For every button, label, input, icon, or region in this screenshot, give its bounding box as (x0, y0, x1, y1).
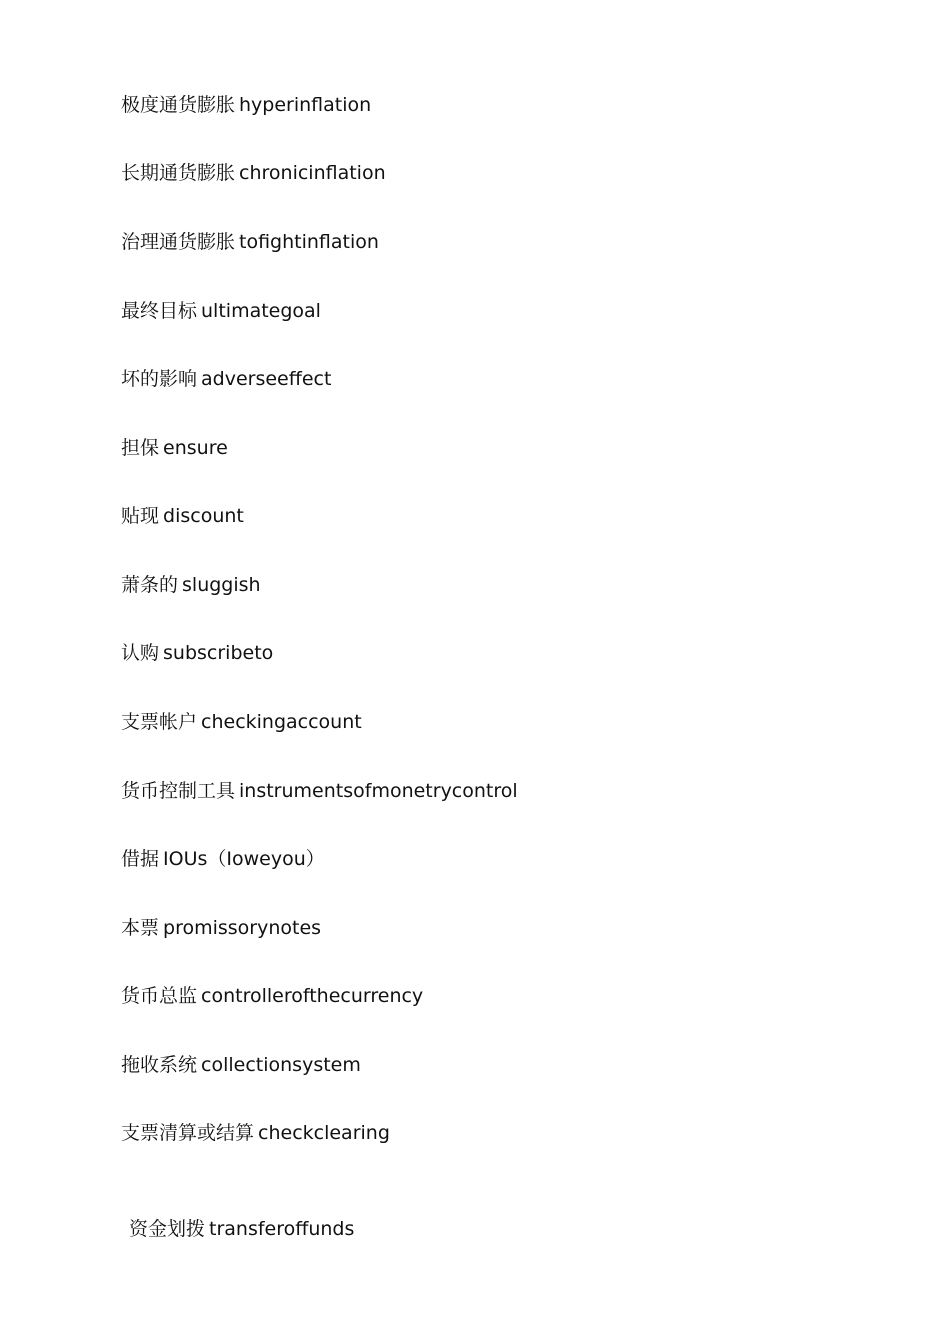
term-chinese: 认购 (121, 642, 160, 664)
glossary-entry (121, 299, 321, 323)
term-chinese: 贴现 (121, 505, 160, 527)
term-chinese: 支票帐户 (121, 711, 198, 733)
term-english: chronicinflation (239, 162, 386, 184)
term-chinese: 拖收系统 (121, 1054, 198, 1076)
term-chinese: 最终目标 (121, 300, 198, 322)
glossary-entry (129, 1217, 354, 1241)
glossary-entry (121, 504, 244, 528)
glossary-entry (121, 779, 518, 803)
term-chinese: 本票 (121, 917, 160, 939)
glossary-entry (121, 710, 362, 734)
term-english: instrumentsofmonetrycontrol (239, 780, 518, 802)
term-english: controllerofthecurrency (201, 985, 424, 1007)
term-chinese: 长期通货膨胀 (121, 162, 236, 184)
term-chinese: 坏的影响 (121, 368, 198, 390)
term-english: checkclearing (258, 1122, 390, 1144)
glossary-entry (121, 230, 379, 254)
term-chinese: 萧条的 (121, 574, 179, 596)
term-chinese: 支票清算或结算 (121, 1122, 255, 1144)
glossary-entry (121, 573, 261, 597)
term-chinese: 借据 (121, 848, 160, 870)
glossary-entry (121, 1121, 390, 1145)
term-english: tofightinflation (239, 231, 379, 253)
term-english: hyperinflation (239, 94, 372, 116)
term-chinese: 担保 (121, 437, 160, 459)
term-chinese: 货币控制工具 (121, 780, 236, 802)
term-english: transferoffunds (209, 1218, 355, 1240)
glossary-entry (121, 1053, 361, 1077)
glossary-entry (121, 984, 423, 1008)
term-english: ultimategoal (201, 300, 321, 322)
term-english: promissorynotes (163, 917, 322, 939)
term-chinese: 货币总监 (121, 985, 198, 1007)
term-english: adverseeffect (201, 368, 332, 390)
glossary-entry (121, 641, 273, 665)
glossary-entry (121, 161, 386, 185)
term-chinese: 治理通货膨胀 (121, 231, 236, 253)
term-chinese: 资金划拨 (129, 1218, 206, 1240)
term-english: subscribeto (163, 642, 274, 664)
glossary-entry (121, 916, 321, 940)
glossary-entry (121, 93, 371, 117)
term-english: discount (163, 505, 244, 527)
term-english: sluggish (182, 574, 261, 596)
term-chinese: 极度通货膨胀 (121, 94, 236, 116)
glossary-entry (121, 847, 325, 871)
term-english: ensure (163, 437, 228, 459)
glossary-entry (121, 436, 228, 460)
term-english: collectionsystem (201, 1054, 361, 1076)
term-english: checkingaccount (201, 711, 362, 733)
glossary-entry (121, 367, 331, 391)
term-english: IOUs（Ioweyou） (163, 848, 325, 870)
